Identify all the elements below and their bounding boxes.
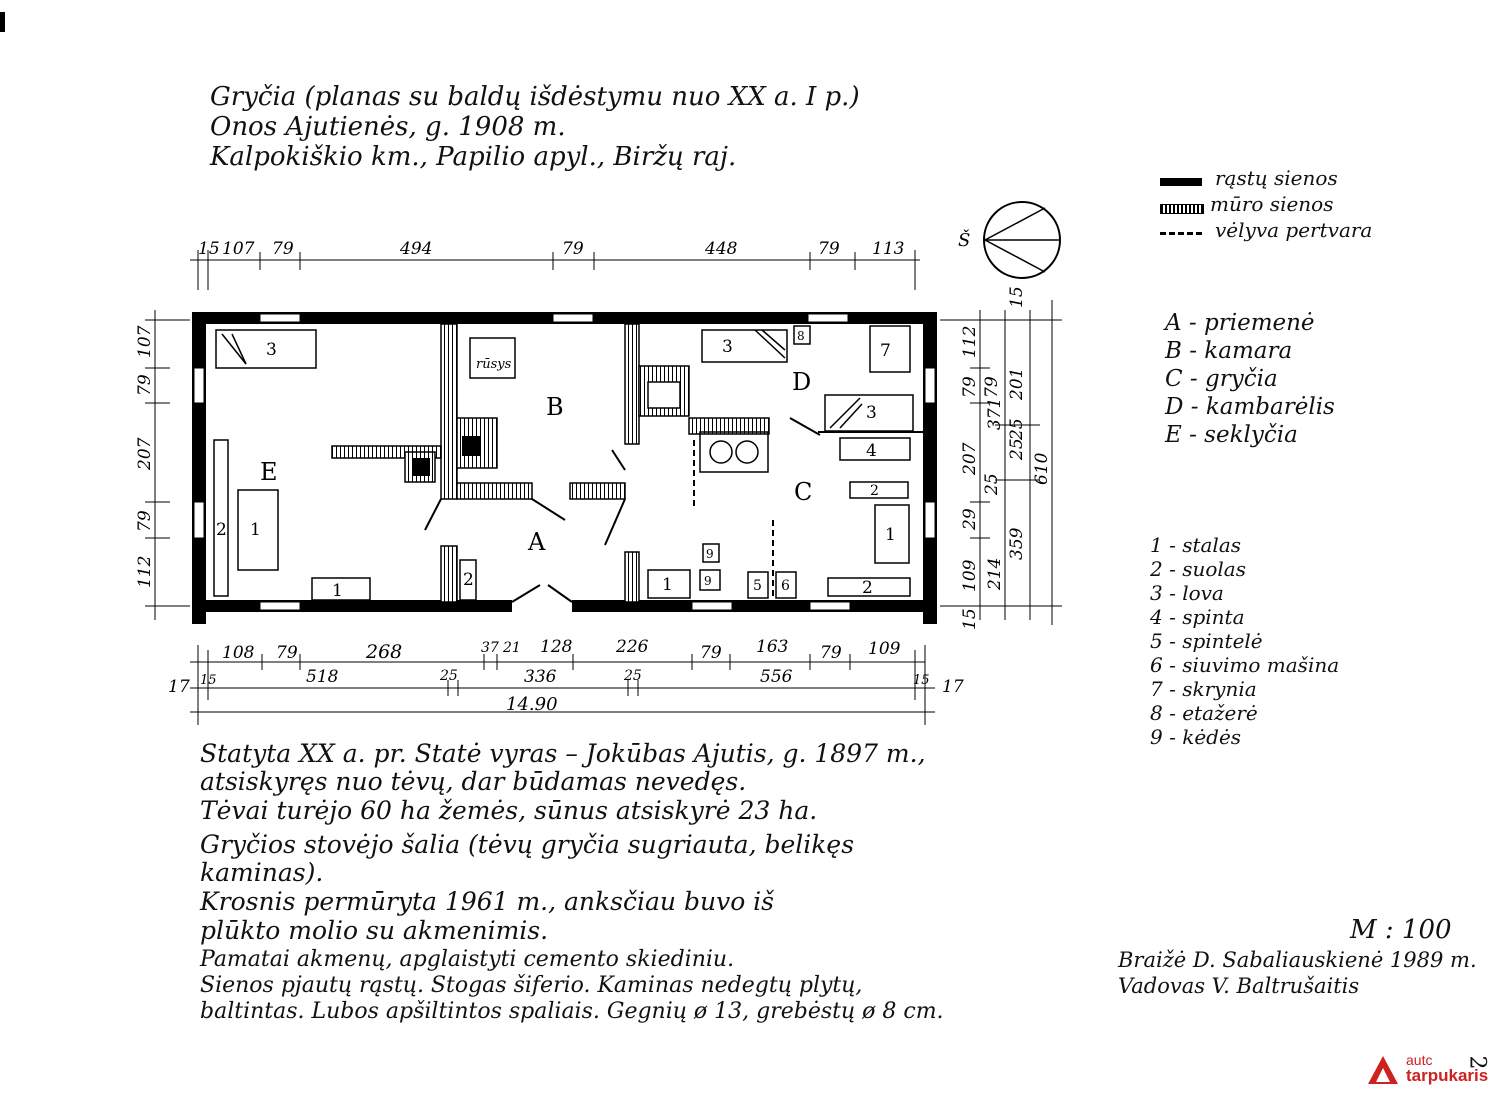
dimension-label: 79 [818, 239, 840, 259]
dimension-label: 518 [306, 667, 339, 687]
dimension-label: 207 [135, 437, 155, 470]
cellar-label: rūsys [476, 357, 512, 372]
furniture-number: 3 [722, 337, 733, 357]
dimension-label: 214 [985, 557, 1005, 590]
dimension-label: 79 [272, 239, 294, 259]
furniture-legend-item: 3 - lova [1150, 581, 1224, 605]
dimension-label: 113 [872, 239, 905, 259]
furniture-legend-item: 2 - suolas [1150, 557, 1246, 581]
note-line: Gryčios stovėjo šalia (tėvų gryčia sugriauta, belikęs [200, 830, 855, 859]
dimension-label: 25 [982, 473, 1002, 495]
stove-firebox [412, 458, 430, 476]
drawing-title: Gryčia (planas su baldų išdėstymu nuo XX a. I p.) [210, 82, 860, 112]
furniture-legend-item: 1 - stalas [1150, 533, 1242, 557]
dimension-label: 25 [1007, 438, 1027, 460]
wall-legend-item: rąstų sienos [1215, 166, 1338, 190]
log-walls [192, 312, 937, 624]
room-legend-item: E - seklyčia [1165, 422, 1298, 448]
watermark-text: autc [1406, 1052, 1433, 1068]
furniture-number: 7 [880, 341, 891, 361]
dimension-label: 79 [276, 643, 298, 663]
dimension-label: 25 [624, 668, 642, 684]
room-legend-item: D - kambarėlis [1165, 394, 1335, 420]
furniture-number: 1 [250, 520, 261, 540]
room-label-a: A [528, 528, 546, 556]
dimension-label: 109 [960, 559, 980, 592]
room-label-b: B [546, 393, 564, 421]
dimension-label: 268 [366, 641, 403, 663]
dimension-label: 15 [1007, 286, 1027, 308]
dimension-label: 79 [820, 643, 842, 663]
dimension-label: 610 [1032, 452, 1052, 485]
furniture-number: 6 [781, 578, 790, 594]
dimension-label: 15 [913, 673, 930, 688]
dimension-label: 128 [540, 637, 573, 657]
dimension-label: 79 [135, 374, 155, 396]
compass-label: Š [958, 230, 971, 251]
room-label-d: D [792, 368, 812, 396]
furniture-number: 8 [797, 329, 805, 343]
room-legend-item: A - priemenė [1165, 310, 1315, 336]
furniture-number: 3 [266, 340, 277, 360]
dimension-label: 79 [982, 376, 1002, 398]
dimension-label: 17 [942, 677, 964, 697]
dimension-label: 226 [616, 637, 649, 657]
dimension-label: 371 [985, 397, 1005, 430]
stove-chamber [648, 382, 680, 408]
dimension-label: 79 [135, 510, 155, 532]
dimension-label: 29 [960, 508, 980, 530]
watermark-text: tarpukaris [1406, 1066, 1489, 1085]
note-line: Sienos pjautų rąstų. Stogas šiferio. Kaminas nedegtų plytų, [200, 973, 863, 998]
dimension-label: 25 [440, 668, 458, 684]
total-length-label: 14.90 [506, 694, 558, 715]
dimension-label: 336 [524, 667, 557, 687]
furniture-legend-item: 7 - skrynia [1150, 677, 1257, 701]
note-line: kaminas). [200, 858, 324, 887]
dimension-label: 25 [1007, 418, 1027, 440]
dimension-label: 207 [960, 442, 980, 475]
furniture-number: 2 [862, 578, 873, 598]
note-line: Pamatai akmenų, apglaistyti cemento skiediniu. [200, 947, 735, 972]
dimension-label: 109 [868, 639, 901, 659]
drawing-subtitle-location: Kalpokiškio km., Papilio apyl., Biržų raj. [210, 142, 737, 172]
note-line: baltintas. Lubos apšiltintos spaliais. Gegnių ø 13, grebėstų ø 8 cm. [200, 999, 944, 1024]
furniture-number: 2 [870, 483, 879, 499]
furniture-number: 1 [662, 575, 673, 595]
dimension-label: 112 [960, 325, 980, 358]
drawn-by: Braižė D. Sabaliauskienė 1989 m. [1118, 948, 1477, 972]
dimension-label: 163 [756, 637, 789, 657]
scale-label: M : 100 [1350, 915, 1452, 945]
dimension-label: 15 [200, 673, 217, 688]
furniture-number: 1 [332, 581, 343, 601]
dimension-label: 79 [960, 376, 980, 398]
room-legend-item: B - kamara [1165, 338, 1293, 364]
dimension-label: 37 [481, 640, 499, 656]
furniture-number: 2 [463, 570, 474, 590]
dimension-label: 15 [198, 239, 220, 259]
dimension-label: 359 [1007, 527, 1027, 560]
room-label-e: E [260, 458, 278, 486]
dimension-label: 494 [400, 239, 433, 259]
dimension-label: 15 [960, 608, 980, 630]
furniture-legend-item: 5 - spintelė [1150, 629, 1263, 653]
furniture-legend-item: 8 - etažerė [1150, 701, 1258, 725]
note-line: Krosnis permūryta 1961 m., anksčiau buvo iš [200, 887, 775, 916]
dimension-label: 21 [503, 640, 521, 656]
wall-legend-item: vėlyva pertvara [1215, 218, 1373, 242]
room-label-c: C [794, 478, 813, 506]
supervisor: Vadovas V. Baltrušaitis [1118, 974, 1360, 998]
drawing-subtitle-owner: Onos Ajutienės, g. 1908 m. [210, 112, 566, 142]
furniture-number: 5 [753, 578, 762, 594]
stove-hob [700, 432, 768, 472]
watermark-triangle-icon [1368, 1056, 1398, 1084]
furniture-number: 9 [706, 547, 714, 561]
dimension-label: 556 [760, 667, 793, 687]
dimension-label: 107 [222, 239, 255, 259]
note-line: plūkto molio su akmenimis. [200, 916, 549, 945]
top-dimension-chain [190, 250, 920, 290]
dimension-label: 17 [168, 677, 190, 697]
dimension-label: 112 [135, 555, 155, 588]
dimension-label: 201 [1007, 367, 1027, 400]
dimension-label: 107 [135, 325, 155, 358]
dimension-label: 108 [222, 643, 255, 663]
wall-legend-item: mūro sienos [1210, 192, 1334, 216]
door-swings [425, 418, 923, 602]
furniture-legend-item: 4 - spinta [1150, 605, 1245, 629]
page-number: 2 [1464, 1055, 1490, 1070]
note-line: Statyta XX a. pr. Statė vyras – Jokūbas Ajutis, g. 1897 m., [200, 739, 926, 768]
furniture-number: 3 [866, 403, 877, 423]
stove-firebox [462, 436, 480, 456]
furniture-number: 9 [704, 574, 712, 588]
note-line: atsiskyręs nuo tėvų, dar būdamas nevedęs. [200, 767, 747, 796]
north-arrow-icon [958, 202, 1060, 278]
furniture-number: 1 [885, 525, 896, 545]
furniture-number: 2 [216, 520, 227, 540]
furniture-legend-item: 6 - siuvimo mašina [1150, 653, 1340, 677]
note-line: Tėvai turėjo 60 ha žemės, sūnus atsiskyrė 23 ha. [200, 796, 818, 825]
dimension-label: 79 [562, 239, 584, 259]
dimension-label: 79 [700, 643, 722, 663]
room-legend-item: C - gryčia [1165, 366, 1278, 392]
furniture-number: 4 [866, 441, 877, 461]
dimension-label: 448 [705, 239, 738, 259]
furniture-legend-item: 9 - kėdės [1150, 725, 1242, 749]
